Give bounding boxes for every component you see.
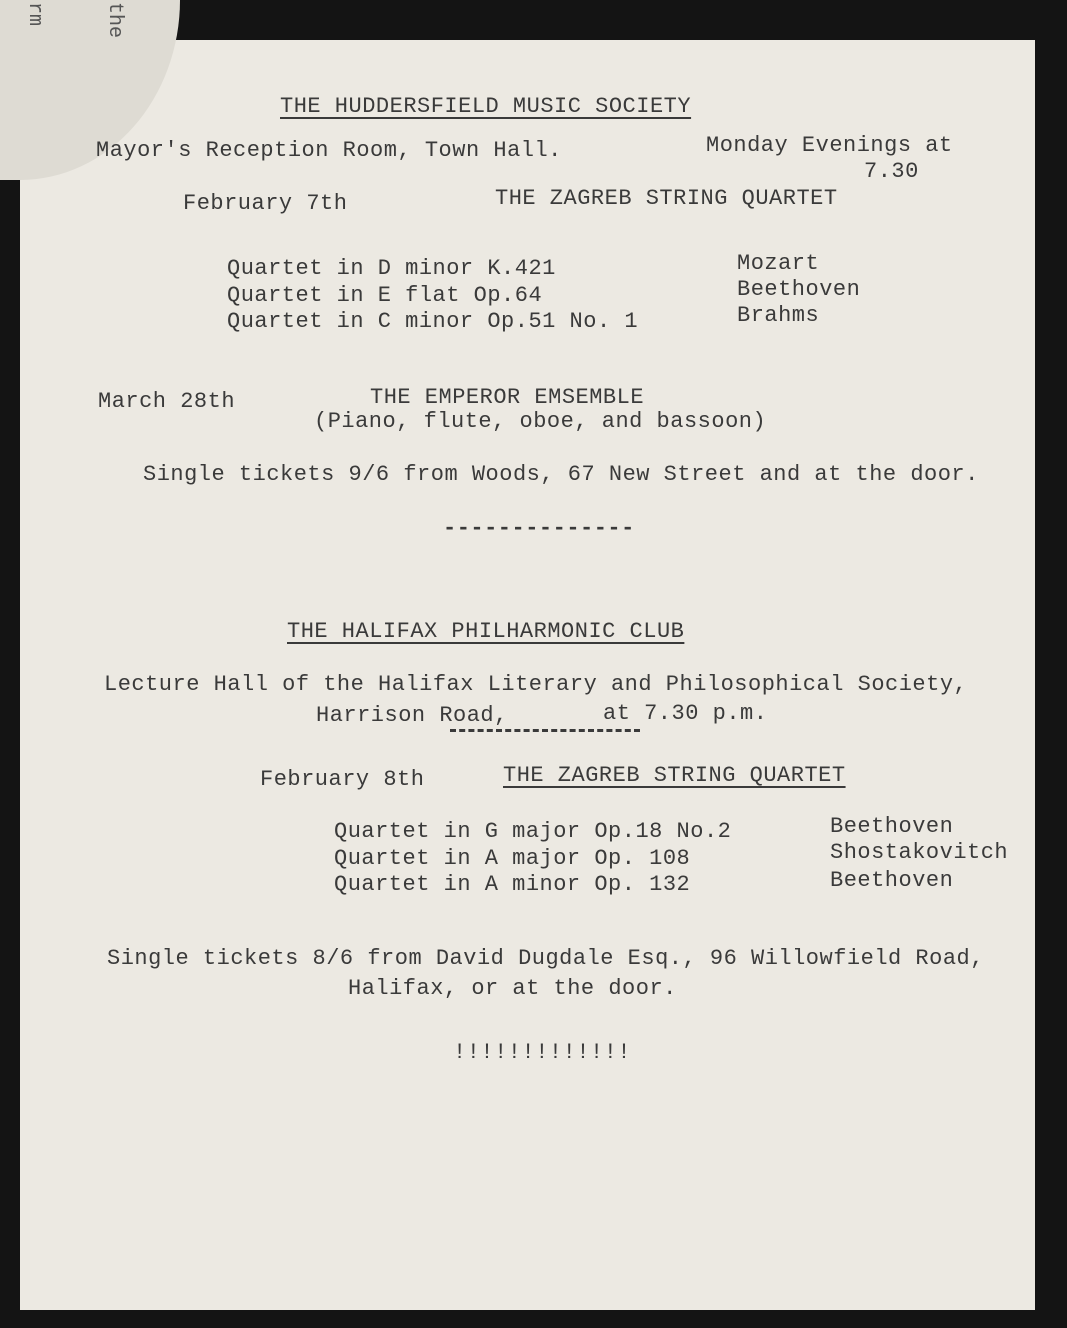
concert2-instruments: (Piano, flute, oboe, and bassoon) xyxy=(314,409,767,434)
huddersfield-title: THE HUDDERSFIELD MUSIC SOCIETY xyxy=(280,94,692,119)
concert1-date: February 7th xyxy=(183,191,348,216)
concert2-date: March 28th xyxy=(98,389,236,414)
program-work: Quartet in A minor Op. 132 xyxy=(334,872,691,897)
huddersfield-venue: Mayor's Reception Room, Town Hall. xyxy=(96,138,562,163)
halifax-title: THE HALIFAX PHILHARMONIC CLUB xyxy=(287,619,685,644)
concert1-ensemble: THE ZAGREB STRING QUARTET xyxy=(495,186,838,211)
dotted-underline xyxy=(450,729,640,732)
program-work: Quartet in G major Op.18 No.2 xyxy=(334,819,732,844)
halifax-venue-road: Harrison Road, xyxy=(316,703,508,728)
halifax-concert-ensemble: THE ZAGREB STRING QUARTET xyxy=(503,763,846,788)
program-composer: Beethoven xyxy=(737,277,861,302)
halifax-venue-time: at 7.30 p.m. xyxy=(603,701,768,726)
curl-text-2: the xyxy=(103,2,126,39)
program-composer: Brahms xyxy=(737,303,820,328)
halifax-tickets-line2: Halifax, or at the door. xyxy=(348,976,677,1001)
program-work: Quartet in E flat Op.64 xyxy=(227,283,543,308)
halifax-concert-date: February 8th xyxy=(260,767,425,792)
huddersfield-tickets: Single tickets 9/6 from Woods, 67 New Street and at the door. xyxy=(143,462,979,487)
program-composer: Shostakovitch xyxy=(830,840,1009,865)
section-separator: -------------- xyxy=(443,516,635,541)
program-composer: Beethoven xyxy=(830,814,954,839)
huddersfield-time: 7.30 xyxy=(864,159,919,184)
program-work: Quartet in D minor K.421 xyxy=(227,256,556,281)
halifax-tickets: Single tickets 8/6 from David Dugdale Esq., 96 Willowfield Road, xyxy=(107,946,984,971)
program-composer: Mozart xyxy=(737,251,820,276)
halifax-venue: Lecture Hall of the Halifax Literary and Philosophical Society, xyxy=(104,672,968,697)
huddersfield-schedule: Monday Evenings at xyxy=(706,133,953,158)
concert2-ensemble: THE EMPEROR EMSEMBLE xyxy=(370,385,645,410)
program-composer: Beethoven xyxy=(830,868,954,893)
program-work: Quartet in A major Op. 108 xyxy=(334,846,691,871)
end-marks: !!!!!!!!!!!!! xyxy=(453,1040,632,1065)
curl-text-1: rm xyxy=(23,2,46,27)
program-work: Quartet in C minor Op.51 No. 1 xyxy=(227,309,639,334)
